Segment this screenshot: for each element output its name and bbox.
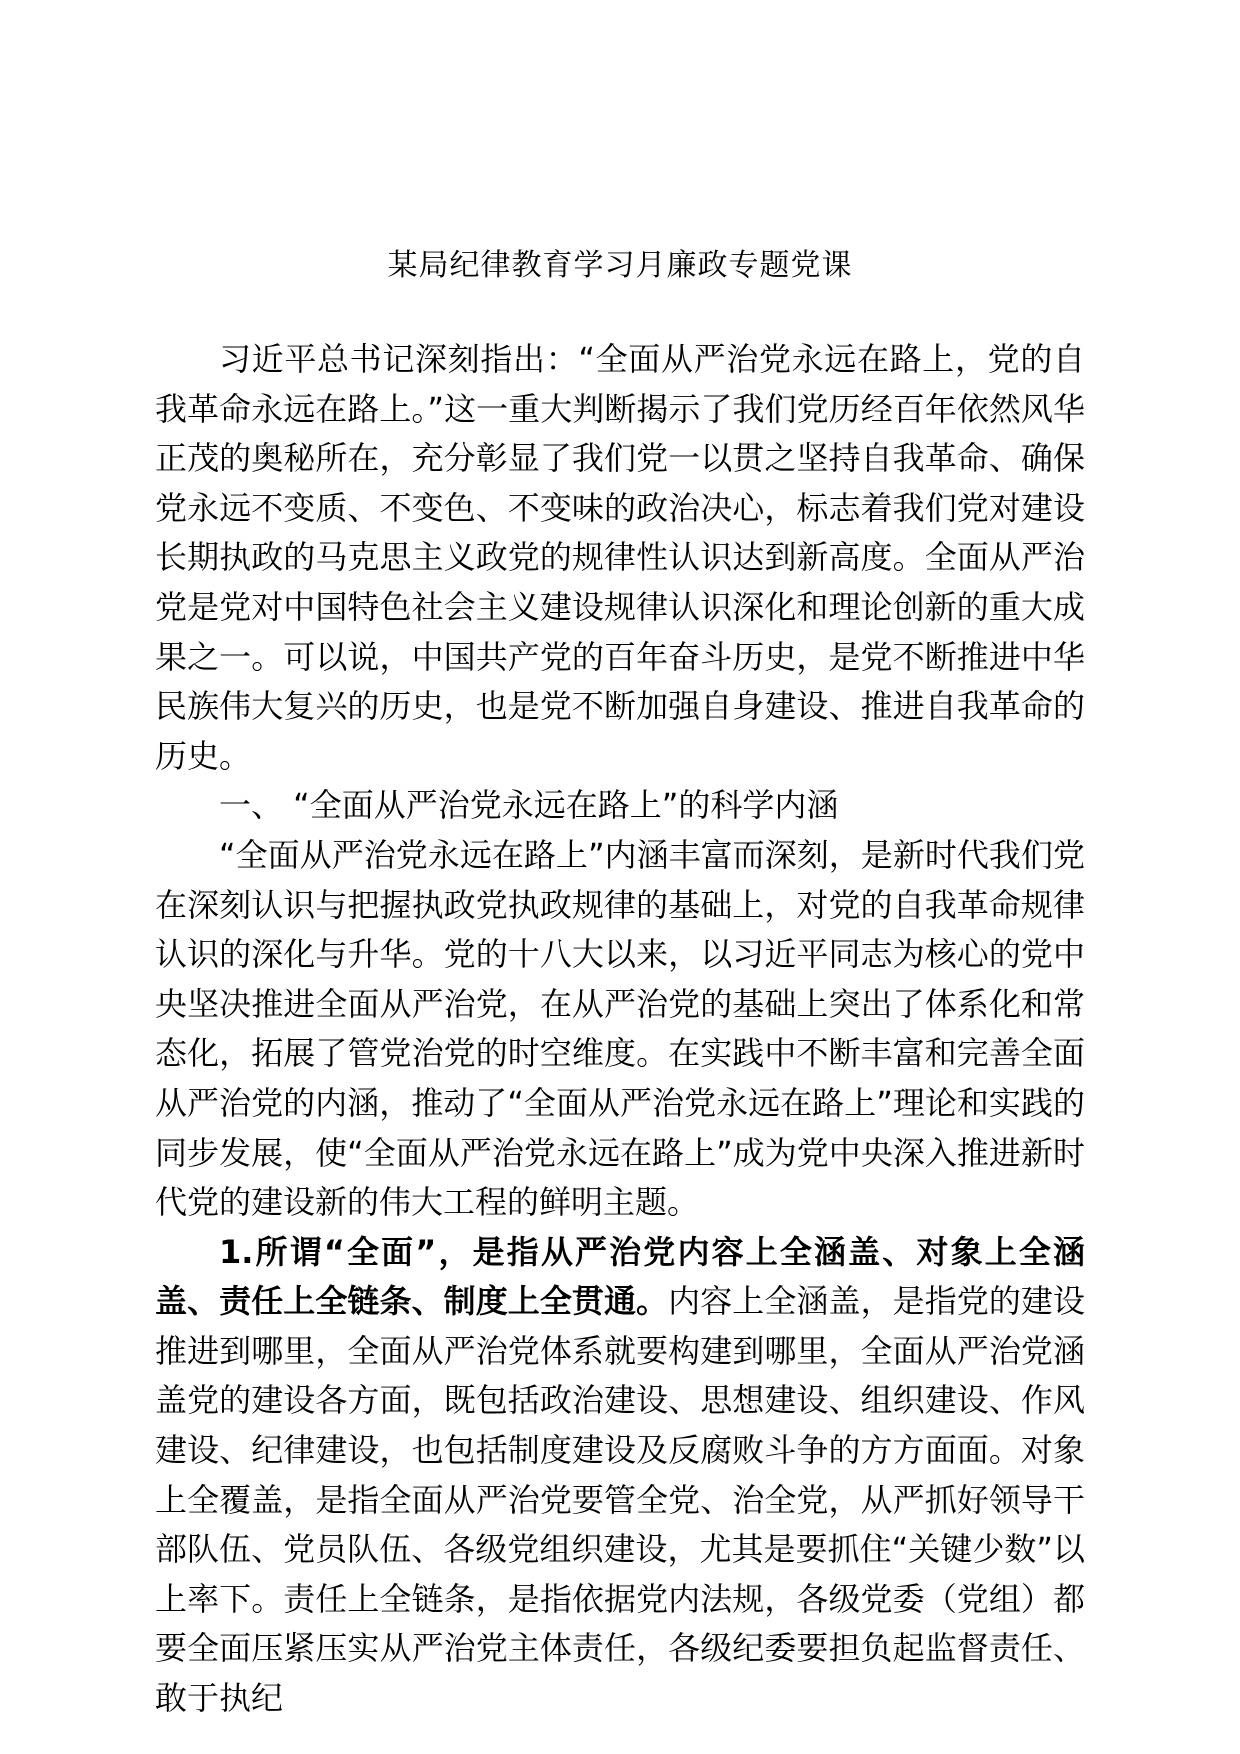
document-body (155, 335, 1085, 1724)
point-1-text: 内容上全涵盖，是指党的建设推进到哪里，全面从严治党体系就要构建到哪里，全面从严治党涵盖党的建设各方面，既包括政治建设、思想建设、组织建设、作风建设、纪律建设，也包括制度建设及反腐败斗争的方方面面。对象上全覆盖，是指全面从严治党要管全党、治全党，从严抓好领导干部队伍、党员队伍、各级党组织建设，尤其是要抓住“关键少数”以上率下。责任上全链条，是指依据党内法规，各级党委（党组）都要全面压紧压实从严治党主体责任，各级纪委要担负起监督责任、敢于执纪 (155, 1282, 1085, 1718)
section-1-heading: 一、 “全面从严治党永远在路上”的科学内涵 (219, 786, 839, 825)
point-1-bold-lead: 1.所谓“全面”，是指从严治党内容上全涵盖、对象上全涵盖、责任上全链条、制度上全贯通。 (155, 1232, 1085, 1321)
point-1-paragraph (155, 1228, 1085, 1724)
document-title: 某局纪律教育学习月廉政专题党课 (387, 248, 853, 283)
section-1-paragraph: “全面从严治党永远在路上”内涵丰富而深刻，是新时代我们党在深刻认识与把握执政党执政规律的基础上，对党的自我革命规律认识的深化与升华。党的十八大以来，以习近平同志为核心的党中央坚决推进全面从严治党，在从严治党的基础上突出了体系化和常态化，拓展了管党治党的时空维度。在实践中不断丰富和完善全面从严治党的内涵，推动了“全面从严治党永远在路上”理论和实践的同步发展，使“全面从严治党永远在路上”成为党中央深入推进新时代党的建设新的伟大工程的鲜明主题。 (155, 835, 1085, 1222)
intro-paragraph: 习近平总书记深刻指出：“全面从严治党永远在路上，党的自我革命永远在路上。”这一重大判断揭示了我们党历经百年依然风华正茂的奥秘所在，充分彰显了我们党一以贯之坚持自我革命、确保党永远不变质、不变色、不变味的政治决心，标志着我们党对建设长期执政的马克思主义政党的规律性认识达到新高度。全面从严治党是党对中国特色社会主义建设规律认识深化和理论创新的重大成果之一。可以说，中国共产党的百年奋斗历史，是党不断推进中华民族伟大复兴的历史，也是党不断加强自身建设、推进自我革命的历史。 (155, 340, 1085, 775)
